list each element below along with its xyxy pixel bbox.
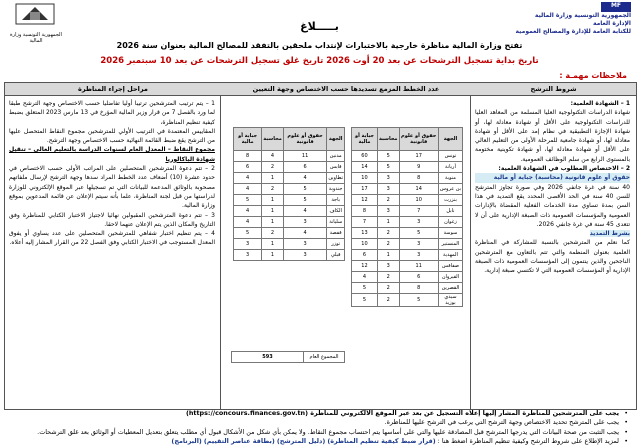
dist-table-1-cell: 2: [377, 283, 399, 294]
dist-table-1-header-row: [352, 128, 463, 151]
dist-table-1-cell: 2: [377, 228, 399, 239]
link-evaluation-card[interactable]: (بطاقة عناصر التقييم): [203, 437, 275, 446]
dist-table-1-cell: 17: [399, 151, 438, 162]
dist-table-2-cell: مدنين: [327, 151, 345, 162]
main-info-table: [4, 82, 637, 410]
dist-table-1-cell: 5: [377, 151, 399, 162]
dist-table-2-row: [234, 217, 345, 228]
dist-table-1-row: [352, 283, 463, 294]
condition-2-title: 2 – الاختصاص المطلوب في الشهادة العلمية:: [498, 165, 630, 173]
dist-table-2-cell: 4: [234, 217, 262, 228]
dist-table-1-cell: 5: [352, 294, 378, 307]
dist-table-2-cell: 4: [234, 184, 262, 195]
distribution-header: عدد الخطط المزمع تسديدها حسب الاختصاص وجهة التعيين: [221, 83, 471, 96]
dist-table-2-header-cell: حقوق أو علوم قانونية: [283, 128, 327, 151]
dist-table-2-cell: 4: [262, 151, 284, 162]
stage-1b: المقاييس المعتمدة في الترتيب الأولي للمترشحين مجموع النقاط المتحصل عليها من الترشح يقع ضبط القائمة النهائية حسب الاختصاص وجهة الترشح.: [9, 127, 215, 145]
dist-table-1-cell: سيدي بوزيد: [438, 294, 462, 307]
conditions-header: شروط الترشح: [471, 83, 636, 96]
dist-table-2-cell: 1: [262, 217, 284, 228]
stage-3: 3 – تتم دعوة المترشحين المقبولين نهائيا لاجتياز الاختبار الكتابي للمناظرة وفق التاريخ والمكان الذين يتم الإعلان عنهما لاحقا.: [9, 211, 215, 228]
dist-table-2-cell: قابس: [327, 162, 345, 173]
dist-table-2-cell: 3: [283, 239, 327, 250]
dist-table-2-cell: قفصة: [327, 228, 345, 239]
dist-table-2-cell: 3: [234, 250, 262, 261]
dist-table-2-cell: 4: [234, 206, 262, 217]
dist-table-2-row: [234, 239, 345, 250]
dist-table-2-header-cell: الجهة: [327, 128, 345, 151]
dist-table-1-cell: بنزرت: [438, 195, 462, 206]
dist-table-1-cell: منوبة: [438, 173, 462, 184]
right-org-line1: الجمهورية التونسية وزارة المالية: [534, 12, 631, 19]
dist-table-1-header-cell: محاسبة: [377, 128, 399, 151]
left-org-text: الجمهورية التونسية وزارة المالية: [10, 32, 62, 44]
dist-table-1-cell: القصرين: [438, 283, 462, 294]
dist-table-1-cell: تونس: [438, 151, 462, 162]
stages-header: مراحل إجراء المناظرة: [5, 83, 221, 96]
total-label: المجموع العام: [303, 352, 344, 362]
footer-note-4: [6, 437, 619, 446]
dist-table-2-cell: 6: [234, 162, 262, 173]
dist-table-1-cell: 10: [352, 173, 378, 184]
dist-table-1-cell: 1: [377, 217, 399, 228]
dist-table-1-cell: 6: [352, 250, 378, 261]
condition-2-specialties: حقوق أو علوم قانونية (محاسبة) جباية أو مالية: [475, 173, 630, 182]
distribution-table-1: [351, 127, 463, 307]
condition-3-highlight: بشرط التمديد: [589, 230, 630, 238]
dist-table-1-cell: 3: [399, 217, 438, 228]
condition-3-text: 40 سنة في غرة جانفي 2026 وفي صورة تجاوز المترشح للسن 40 سنة في الحد الأقصى المحدد يقع التمديد في هذا السن بمدة تساوي مدة الخدمات الفعلية المقضاة بالإدارات العمومية والمؤسسات العمومية ذات الصبغة الإدارية على أن لا تتعدى 45 سنة في غرة جانفي 2026.: [475, 183, 630, 228]
dist-table-1-row: [352, 162, 463, 173]
dist-table-2-cell: تطاوين: [327, 173, 345, 184]
dist-table-1-cell: 8: [352, 206, 378, 217]
dist-table-1-cell: 60: [352, 151, 378, 162]
dist-table-2-cell: 3: [283, 217, 327, 228]
dist-table-1-cell: بن عروس: [438, 184, 462, 195]
dist-table-1-cell: 14: [399, 184, 438, 195]
dist-table-2-row: [234, 151, 345, 162]
dist-table-1-row: [352, 239, 463, 250]
dist-table-2-cell: باجة: [327, 195, 345, 206]
dist-table-2-cell: الكاف: [327, 206, 345, 217]
dist-table-1-cell: القيروان: [438, 272, 462, 283]
dist-table-2-cell: توزر: [327, 239, 345, 250]
dist-table-1-cell: 2: [377, 294, 399, 307]
dist-table-1-cell: 3: [399, 250, 438, 261]
dist-table-1-cell: 5: [377, 162, 399, 173]
footer-note-1-text[interactable]: يجب على المترشحين للمناظرة المشار إليها إعلاه التسجيل عن بعد عبر الموقع الالكتروني للمناظرة (https://concours.finances.gov.tn): [185, 409, 619, 417]
dist-table-1-cell: 5: [399, 228, 438, 239]
dist-table-1-cell: 10: [352, 239, 378, 250]
dist-table-1-row: [352, 184, 463, 195]
dist-table-1-cell: 7: [352, 217, 378, 228]
dist-table-2-row: [234, 173, 345, 184]
dist-table-1-cell: سوسة: [438, 228, 462, 239]
dist-table-2-cell: 5: [283, 184, 327, 195]
right-org-line3: للكتابة العامة للإدارة والمصالح العمومية: [515, 28, 631, 35]
dist-table-1-row: [352, 173, 463, 184]
stage-4: 4 – يتم تنظيم اختبار شفاهي للمترشحين المتحصلين على عدد يساوي أو يفوق المعدل المستوجب في الاختبار الكتابي وفق الفصل 22 من القرار المشار إليه أعلاه.: [9, 230, 215, 247]
dist-table-1-cell: 1: [377, 250, 399, 261]
dist-table-1-row: [352, 250, 463, 261]
dist-table-1-cell: صفاقس: [438, 261, 462, 272]
dist-table-2-cell: 1: [262, 206, 284, 217]
dist-table-1-row: [352, 217, 463, 228]
ministry-badge-icon: MF: [601, 2, 631, 12]
dist-table-2-cell: 6: [283, 162, 327, 173]
dist-table-2-row: [234, 162, 345, 173]
dist-table-1-cell: 8: [399, 283, 438, 294]
dist-table-1-cell: 3: [399, 239, 438, 250]
dist-table-1-cell: 3: [377, 206, 399, 217]
footer-note-3: • يجب التثبت من صحة البيانات التي يدرجها المترشح قبل المصادقة عليها والتي على أساسها يتم احتساب مجموع النقاط. ولا يمكن بأي شكل من الأشكال قبول أي مطلب يتعلق بتعديل المعطيات أو الوثائق بعد غلق الترشحات.: [6, 428, 619, 437]
dist-table-1-row: [352, 206, 463, 217]
dist-table-1-row: [352, 195, 463, 206]
dist-table-1-cell: 3: [377, 173, 399, 184]
dist-table-1-header-cell: الجهة: [438, 128, 462, 151]
dist-table-1-cell: 2: [377, 239, 399, 250]
dist-table-1-row: [352, 228, 463, 239]
dist-table-1-cell: 7: [399, 206, 438, 217]
dist-table-2-cell: 5: [283, 195, 327, 206]
notice-title: بـــــلاغ: [300, 20, 339, 33]
dist-table-1-cell: المنستير: [438, 239, 462, 250]
dist-table-1-cell: أريانة: [438, 162, 462, 173]
dist-table-1-header-cell: حقوق أو علوم قانونية: [399, 128, 438, 151]
conditions-text: [475, 99, 630, 276]
condition-1-title: 1 – الشهادة العلمية:: [570, 100, 630, 107]
condition-1-text: شهادة الدراسات التكنولوجية العليا المسلمة من المعاهد العليا للدراسات التكنولوجية على الأقل أو شهادة معادلة لها، أو شهادة الإجازة التطبيقية في نظام إمد على الأقل أو شهادة معادلة لها، أو شهادة جامعية للمرحلة الأولى من التعليم العالي على الأقل أو شهادة معادلة لها، أو شهادة تكوينية مختومة بالمستوى الرابع من سلم الوظائف العمومية.: [475, 109, 630, 163]
dist-table-1-row: [352, 294, 463, 307]
footer-note-2: • يجب على المترشح تحديد الاختصاص وجهة الترشح التي يرغب في الترشح عليها للمناظرة.: [6, 418, 619, 427]
dist-table-1-cell: 17: [352, 184, 378, 195]
dist-table-2-cell: سليانة: [327, 217, 345, 228]
dist-table-1-cell: 2: [377, 272, 399, 283]
dist-table-1-cell: 13: [352, 228, 378, 239]
conditions-column: [470, 83, 636, 409]
dist-table-1-row: [352, 272, 463, 283]
registration-dates: تاريخ بداية تسجيل الترشحات عن بعد 20 أوت 2026 تاريخ غلق تسجيل الترشحات عن بعد 10 سبتمبر 2026: [100, 56, 539, 66]
dist-table-2-cell: 4: [283, 228, 327, 239]
dist-table-2-cell: 5: [234, 228, 262, 239]
link-candidate-guide[interactable]: (دليل المترشح): [276, 437, 326, 446]
dist-table-1-cell: 11: [399, 261, 438, 272]
condition-4-text: كما نعلم من المترشحين بالنسبة للمشاركة في المناظرة العلمية بعنوان المنظمة والتي تتم بالتعاون مع المترشحين الناجحين والذين ينتمون إلى المؤسسات العمومية ذات الصبغة الإدارية أو المؤسسات العمومية التي لا تكتسي صبغة إدارية.: [475, 239, 630, 275]
dist-table-1-cell: زغوان: [438, 217, 462, 228]
dist-table-1-cell: 4: [352, 272, 378, 283]
dist-table-1-header-cell: جباية أو مالية: [352, 128, 378, 151]
dist-table-2-header-cell: محاسبة: [262, 128, 284, 151]
dist-table-2-cell: 4: [283, 206, 327, 217]
dist-table-1-cell: 12: [352, 195, 378, 206]
dist-table-2-header-row: [234, 128, 345, 151]
dist-table-2-cell: 1: [262, 195, 284, 206]
dist-table-1-cell: نابل: [438, 206, 462, 217]
dist-table-1-cell: 12: [352, 261, 378, 272]
dist-table-1-row: [352, 151, 463, 162]
dist-table-1-cell: 6: [399, 272, 438, 283]
dist-table-2-cell: 3: [283, 250, 327, 261]
stage-1: 1 – يتم ترتيب المترشحين ترتيبا أوليا تفاضليا حسب الاختصاص وجهة الترشح طبقا لما ورد بالفصل 7 من قرار وزير المالية المؤرخ في 13 مارس 2023 المتعلق بضبط كيفية تنظيم المناظرة،: [9, 100, 215, 126]
dist-table-2-cell: 1: [262, 239, 284, 250]
dist-table-2-row: [234, 228, 345, 239]
footer-note-1: [6, 409, 619, 418]
dist-table-1-cell: 2: [377, 195, 399, 206]
footer-notes: [6, 409, 629, 447]
footer-note-4-prefix: لمزيد الإطلاع على شروط الترشح وكيفية تنظيم المناظرة اضغط هنا :: [437, 437, 619, 446]
notes-label: ملاحظات مهمـة :: [559, 71, 627, 80]
dist-table-2-header-cell: جباية أو مالية: [234, 128, 262, 151]
dist-table-2-cell: 11: [283, 151, 327, 162]
dist-table-1-cell: 9: [399, 162, 438, 173]
dist-table-2-cell: 4: [234, 173, 262, 184]
dist-table-2-row: [234, 184, 345, 195]
dist-table-1-cell: المهدية: [438, 250, 462, 261]
stages-column: [5, 83, 221, 409]
dist-table-2-cell: جندوبة: [327, 184, 345, 195]
dist-table-1-cell: 14: [352, 162, 378, 173]
headline: تفتح وزارة المالية مناظرة خارجية بالاختبارات لإنتداب ملحقين بالتفقد للمصالح المالية بعنوان سنة 2026: [116, 41, 523, 50]
dist-table-2-cell: 2: [262, 162, 284, 173]
dist-table-2-cell: 4: [283, 173, 327, 184]
stage-1-criteria: مجموع النقاط – المعدل العام لسنوات الدراسة بالتعليم العالي – تنقيل شهادة الباكالوريا: [9, 146, 215, 163]
dist-table-1-cell: 3: [377, 261, 399, 272]
dist-table-2-cell: 5: [234, 195, 262, 206]
dist-table-1-cell: 8: [399, 173, 438, 184]
dist-table-1-cell: 5: [399, 294, 438, 307]
distribution-table-2: [233, 127, 345, 261]
dist-table-2-cell: قبلي: [327, 250, 345, 261]
dist-table-1-cell: 10: [399, 195, 438, 206]
stage-2: 2 – تتم دعوة المترشحين المتحصلين على المراتب الأولى حسب الاختصاص في حدود عشرة (10) أضعاف عدد الخطط المراد سدها وجهة الترشح لإرسال ملفاتهم مصحوبة بالوثائق المدعمة للبيانات التي تم تسجيلها عبر الموقع الإلكتروني للوزارة لدراستها من قبل لجنة المناظرة، علما بأنه سيتم الإعلان عن قائمة المدعوين بموقع وزارة المالية.: [9, 165, 215, 210]
link-program[interactable]: (البرنامج): [171, 437, 202, 446]
total-value: 593: [262, 354, 273, 360]
dist-table-2-cell: 1: [262, 173, 284, 184]
dist-table-2-cell: 2: [262, 184, 284, 195]
dist-table-2-row: [234, 206, 345, 217]
right-org-line2: الإدارة العامة: [592, 20, 631, 27]
dist-table-1-cell: 3: [377, 184, 399, 195]
distribution-column: [220, 83, 471, 409]
dist-table-2-cell: 8: [234, 151, 262, 162]
link-regulation[interactable]: (قرار ضبط كيفية تنظيم المناظرة): [327, 437, 436, 446]
dist-table-2-cell: 1: [262, 250, 284, 261]
dist-table-2-cell: 2: [262, 228, 284, 239]
dist-table-1-row: [352, 261, 463, 272]
dist-table-2-row: [234, 195, 345, 206]
dist-table-1-cell: 5: [352, 283, 378, 294]
total-row: [231, 351, 345, 363]
dist-table-2-row: [234, 250, 345, 261]
stages-text: [9, 99, 215, 248]
dist-table-2-cell: 3: [234, 239, 262, 250]
